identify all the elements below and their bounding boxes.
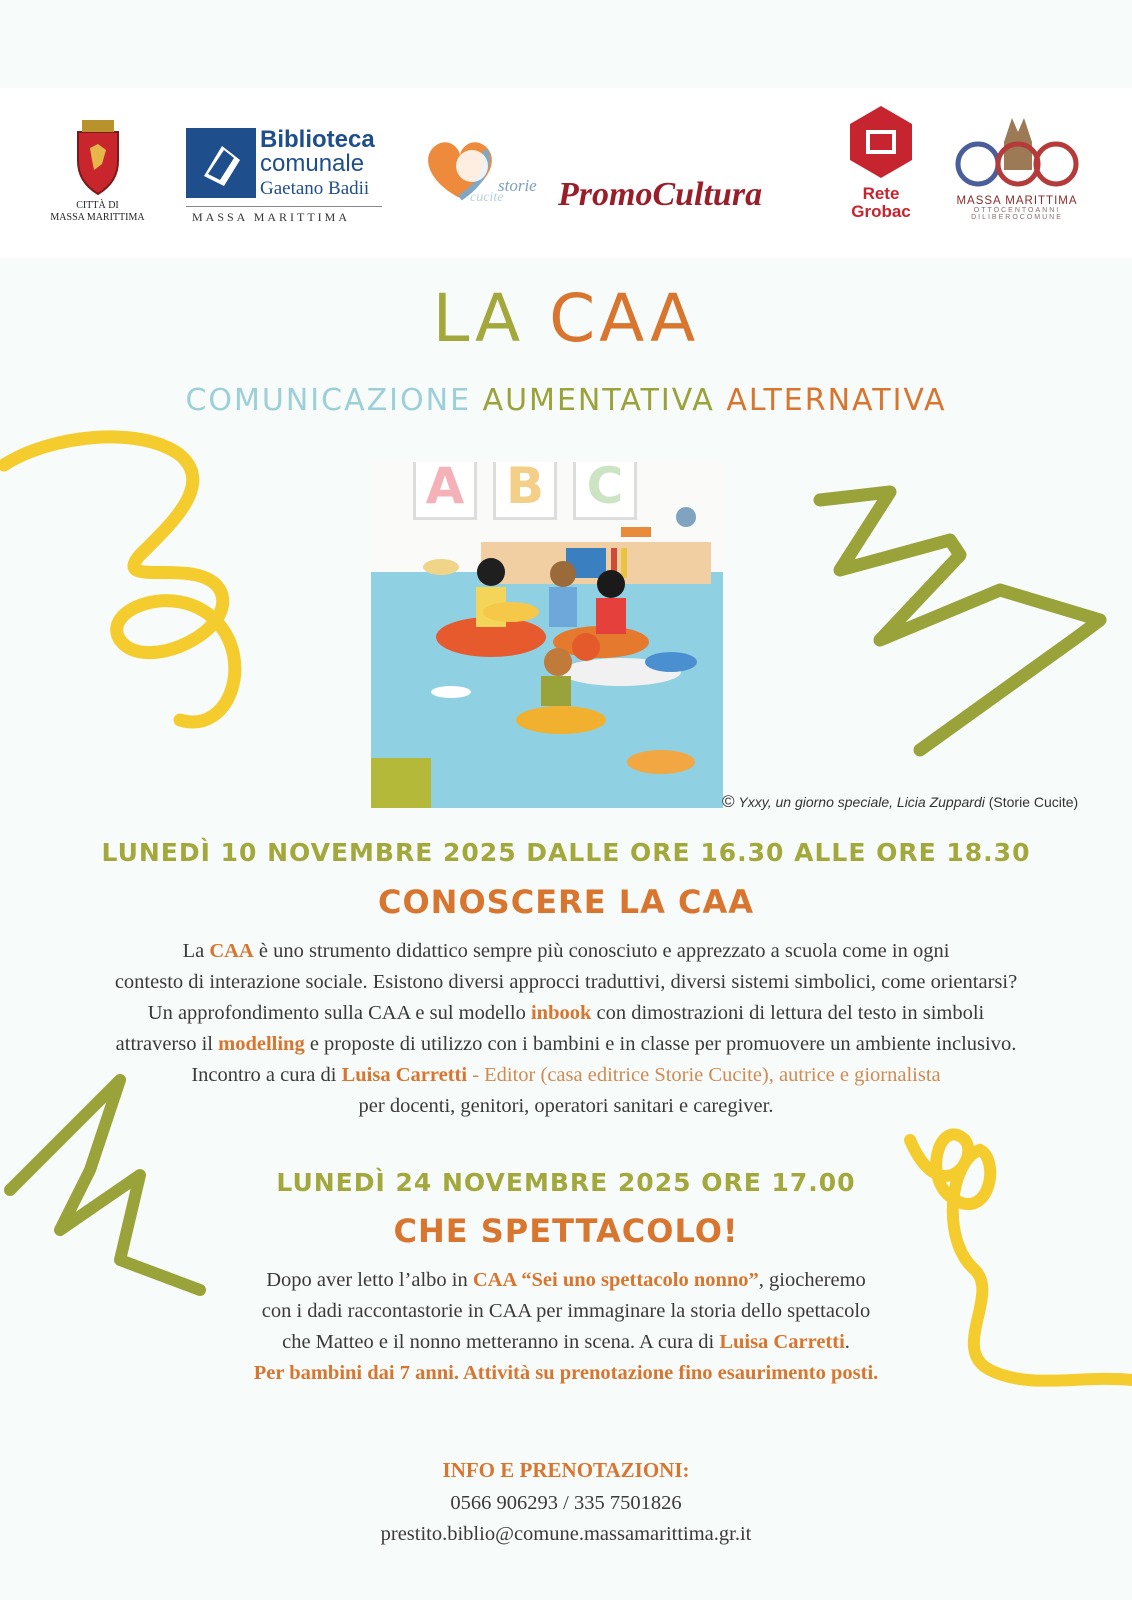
event1-line5	[0, 1060, 1132, 1091]
text: che Matteo e il nonno metteranno in scena. A cura di	[282, 1331, 720, 1353]
event2-description	[0, 1265, 1132, 1389]
city-logo	[40, 116, 155, 236]
rete-text: Rete	[862, 184, 900, 203]
illustration	[371, 462, 723, 808]
promocultura-logo	[558, 176, 818, 216]
title-la: LA	[432, 280, 525, 357]
text: e proposte di utilizzo con i bambini e in classe per promuovere un ambiente inclusivo.	[304, 1033, 1017, 1055]
text: con dimostrazioni di lettura del testo in simboli	[591, 1002, 985, 1024]
text: attraverso il	[115, 1033, 219, 1055]
credit-source: Yxxy, un giorno speciale, Licia Zuppardi	[738, 794, 985, 810]
library-place: MASSA MARITTIMA	[192, 210, 351, 224]
event1-description	[0, 936, 1132, 1122]
author-role: - Editor (casa editrice Storie Cucite), autrice e giornalista	[467, 1064, 941, 1086]
city-name: CITTÀ DI MASSA MARITTIMA	[50, 200, 145, 223]
text: .	[844, 1331, 850, 1353]
text: Incontro a cura di	[191, 1064, 342, 1086]
text: Dopo aver letto l’albo in	[266, 1269, 473, 1291]
credit-publisher: (Storie Cucite)	[988, 794, 1079, 810]
highlight-book-title: CAA “Sei uno spettacolo nonno”	[472, 1269, 759, 1291]
library-divider	[186, 206, 382, 207]
letter-a: A	[413, 462, 477, 520]
title-caa: CAA	[549, 280, 700, 357]
illustration-credit	[722, 792, 1078, 812]
green-zigzag-right	[810, 480, 1132, 770]
massa-title: MASSA MARITTIMA	[956, 195, 1078, 207]
city-crest-icon	[68, 116, 128, 196]
text: , giocheremo	[758, 1269, 866, 1291]
grobac-text: Grobac	[851, 202, 911, 221]
massa-subtitle-1: OTTOCENTOANNI	[973, 207, 1061, 214]
library-book-icon	[186, 128, 256, 198]
logo-band	[0, 88, 1132, 258]
letter-b: B	[493, 462, 557, 520]
library-title: Biblioteca	[260, 126, 375, 153]
event2-line1	[0, 1265, 1132, 1296]
event1-line2: contesto di interazione sociale. Esistono diversi approcci traduttivi, diversi sistemi simbolici, come orientarsi?	[114, 971, 1018, 993]
highlight-modelling: modelling	[218, 1033, 305, 1055]
highlight-author: Luisa Carretti	[719, 1331, 845, 1353]
event2-date: LUNEDÌ 24 NOVEMBRE 2025 ORE 17.00	[276, 1168, 856, 1197]
library-subtitle: comunale	[260, 150, 365, 177]
storie-text: storie	[498, 176, 537, 195]
highlight-author: Luisa Carretti	[341, 1064, 468, 1086]
promo-cultura-text: Cultura	[652, 176, 763, 213]
storie-cucite-logo	[420, 128, 550, 218]
page-subtitle	[0, 383, 1132, 418]
promo-text: Promo	[558, 176, 653, 213]
event2-line3	[0, 1327, 1132, 1358]
info-phone[interactable]: 0566 906293 / 335 7501826	[450, 1492, 682, 1514]
event2-audience: Per bambini dai 7 anni. Attività su prenotazione fino esaurimento posti.	[253, 1362, 879, 1384]
text: è uno strumento didattico sempre più conosciuto e apprezzato a scuola come in ogni	[253, 940, 950, 962]
yellow-squiggle-left	[0, 415, 300, 735]
massa-800-emblem-icon	[952, 112, 1082, 190]
abc-letters	[413, 462, 643, 522]
text: La	[182, 940, 210, 962]
text: Un approfondimento sulla CAA e sul modello	[147, 1002, 531, 1024]
event1-line3	[0, 998, 1132, 1029]
event1-title: CONOSCERE LA CAA	[377, 883, 754, 921]
subtitle-aumentativa: AUMENTATIVA	[482, 383, 715, 418]
event2-line2: con i dadi raccontastorie in CAA per immaginare la storia dello spettacolo	[261, 1300, 871, 1322]
library-logo	[186, 126, 386, 236]
library-name: Gaetano Badii	[260, 178, 370, 199]
massa-subtitle-2: DILIBEROCOMUNE	[971, 214, 1063, 221]
event1-line4	[0, 1029, 1132, 1060]
event2-title: CHE SPETTACOLO!	[393, 1212, 739, 1250]
copyright-icon: ©	[722, 792, 735, 811]
event1-line6: per docenti, genitori, operatori sanitari e caregiver.	[358, 1095, 774, 1117]
cucite-text: cucite	[470, 190, 504, 205]
event1-date: LUNEDÌ 10 NOVEMBRE 2025 DALLE ORE 16.30 ALLE ORE 18.30	[101, 838, 1031, 867]
subtitle-comunicazione: COMUNICAZIONE	[185, 383, 472, 418]
page-title	[0, 280, 1132, 357]
rete-grobac-logo	[846, 104, 916, 234]
highlight-inbook: inbook	[530, 1002, 592, 1024]
subtitle-alternativa: ALTERNATIVA	[726, 383, 947, 418]
highlight-caa: CAA	[209, 940, 254, 962]
info-email[interactable]: prestito.biblio@comune.massamarittima.gr.it	[380, 1523, 752, 1545]
info-heading: INFO E PRENOTAZIONI:	[442, 1458, 690, 1482]
massa-800-logo	[952, 112, 1082, 232]
grobac-hexagon-icon	[846, 104, 916, 180]
letter-c: C	[573, 462, 637, 520]
event1-line1	[0, 936, 1132, 967]
